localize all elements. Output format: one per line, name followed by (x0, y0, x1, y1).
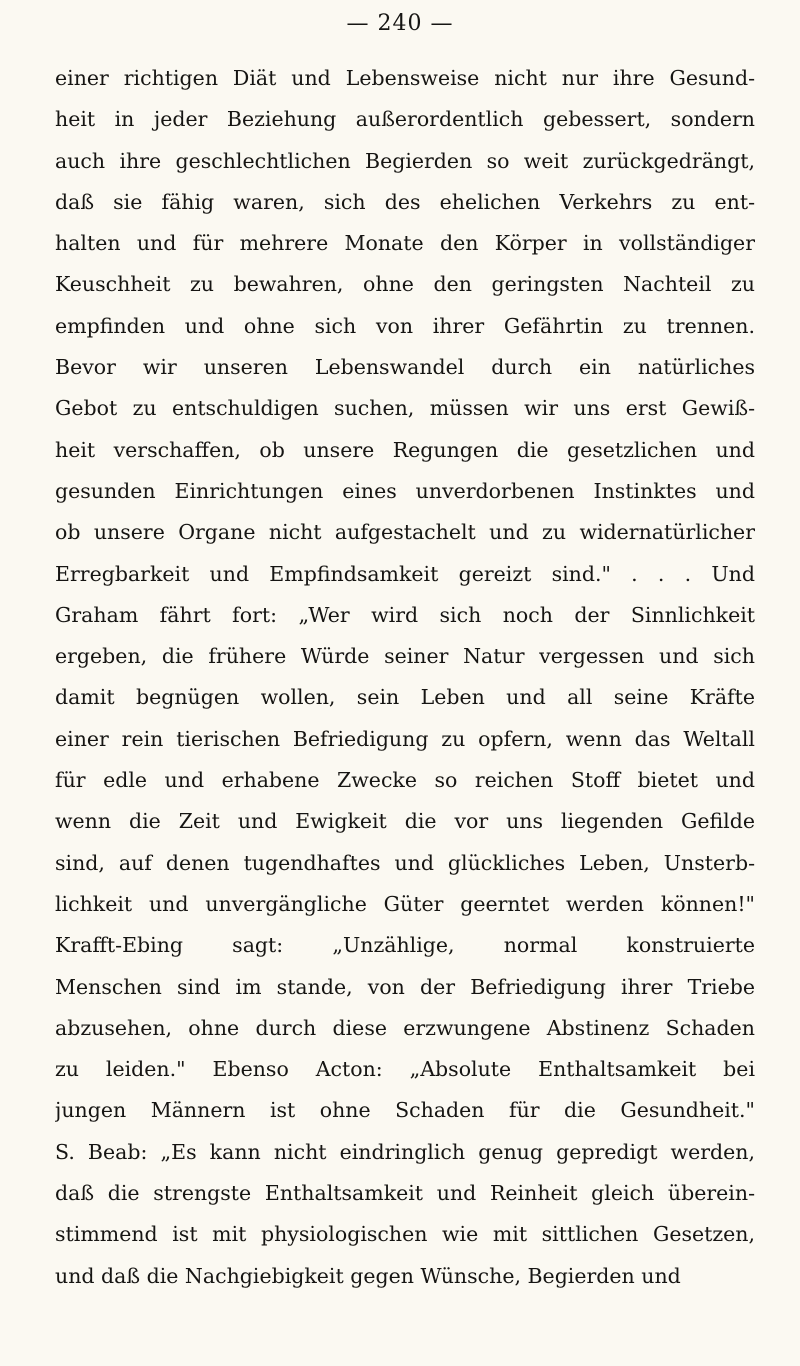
text-line: stimmend ist mit physiologischen wie mit sittlichen Gesetzen, (55, 1222, 755, 1247)
text-line: damit begnügen wollen, sein Leben und all seine Kräfte (55, 685, 755, 710)
text-line: Menschen sind im stande, von der Befriedigung ihrer Triebe (55, 974, 755, 999)
text-line: einer richtigen Diät und Lebensweise nicht nur ihre Gesund- (55, 66, 755, 90)
text-line: und daß die Nachgiebigkeit gegen Wünsche, Begierden und (55, 1263, 681, 1288)
text-line: heit in jeder Beziehung außerordentlich gebessert, sondern (55, 107, 755, 132)
text-line: für edle und erhabene Zwecke so reichen Stoff bietet und (55, 768, 755, 793)
text-line: zu leiden." Ebenso Acton: „Absolute Enthaltsamkeit bei (55, 1057, 755, 1082)
text-line: daß die strengste Enthaltsamkeit und Reinheit gleich überein- (55, 1181, 755, 1206)
text-line: gesunden Einrichtungen eines unverdorbenen Instinktes und (55, 478, 755, 503)
text-line: Erregbarkeit und Empfindsamkeit gereizt sind." . . . Und (55, 561, 755, 586)
text-line: sind, auf denen tugendhaftes und glückliches Leben, Unsterb- (55, 850, 755, 875)
text-line: daß sie fähig waren, sich des ehelichen Verkehrs zu ent- (55, 189, 755, 214)
text-line: ergeben, die frühere Würde seiner Natur vergessen und sich (55, 644, 755, 669)
text-line: heit verschaffen, ob unsere Regungen die gesetzlichen und (55, 437, 755, 462)
text-line: lichkeit und unvergängliche Güter geerntet werden können!" (55, 891, 755, 916)
text-line: empfinden und ohne sich von ihrer Gefährtin zu trennen. (55, 313, 755, 338)
text-line: Gebot zu entschuldigen suchen, müssen wir uns erst Gewiß- (55, 396, 755, 421)
text-line: einer rein tierischen Befriedigung zu opfern, wenn das Weltall (55, 726, 755, 751)
text-line: Bevor wir unseren Lebenswandel durch ein natürliches (55, 355, 755, 380)
body-text (55, 58, 755, 1297)
text-line: Graham fährt fort: „Wer wird sich noch der Sinnlichkeit (55, 602, 755, 627)
text-line: auch ihre geschlechtlichen Begierden so weit zurückgedrängt, (55, 148, 755, 173)
text-line: wenn die Zeit und Ewigkeit die vor uns liegenden Gefilde (55, 809, 755, 834)
text-line: S. Beab: „Es kann nicht eindringlich genug gepredigt werden, (55, 1139, 755, 1164)
text-line: abzusehen, ohne durch diese erzwungene Abstinenz Schaden (55, 1015, 755, 1040)
text-line: ob unsere Organe nicht aufgestachelt und zu widernatürlicher (55, 520, 755, 545)
text-line: jungen Männern ist ohne Schaden für die Gesundheit." (55, 1098, 755, 1123)
text-line: Krafft-Ebing sagt: „Unzählige, normal konstruierte (55, 933, 755, 958)
text-line: halten und für mehrere Monate den Körper in vollständiger (55, 231, 755, 256)
page-number: — 240 — (346, 11, 454, 36)
text-line: Keuschheit zu bewahren, ohne den geringsten Nachteil zu (55, 272, 755, 297)
